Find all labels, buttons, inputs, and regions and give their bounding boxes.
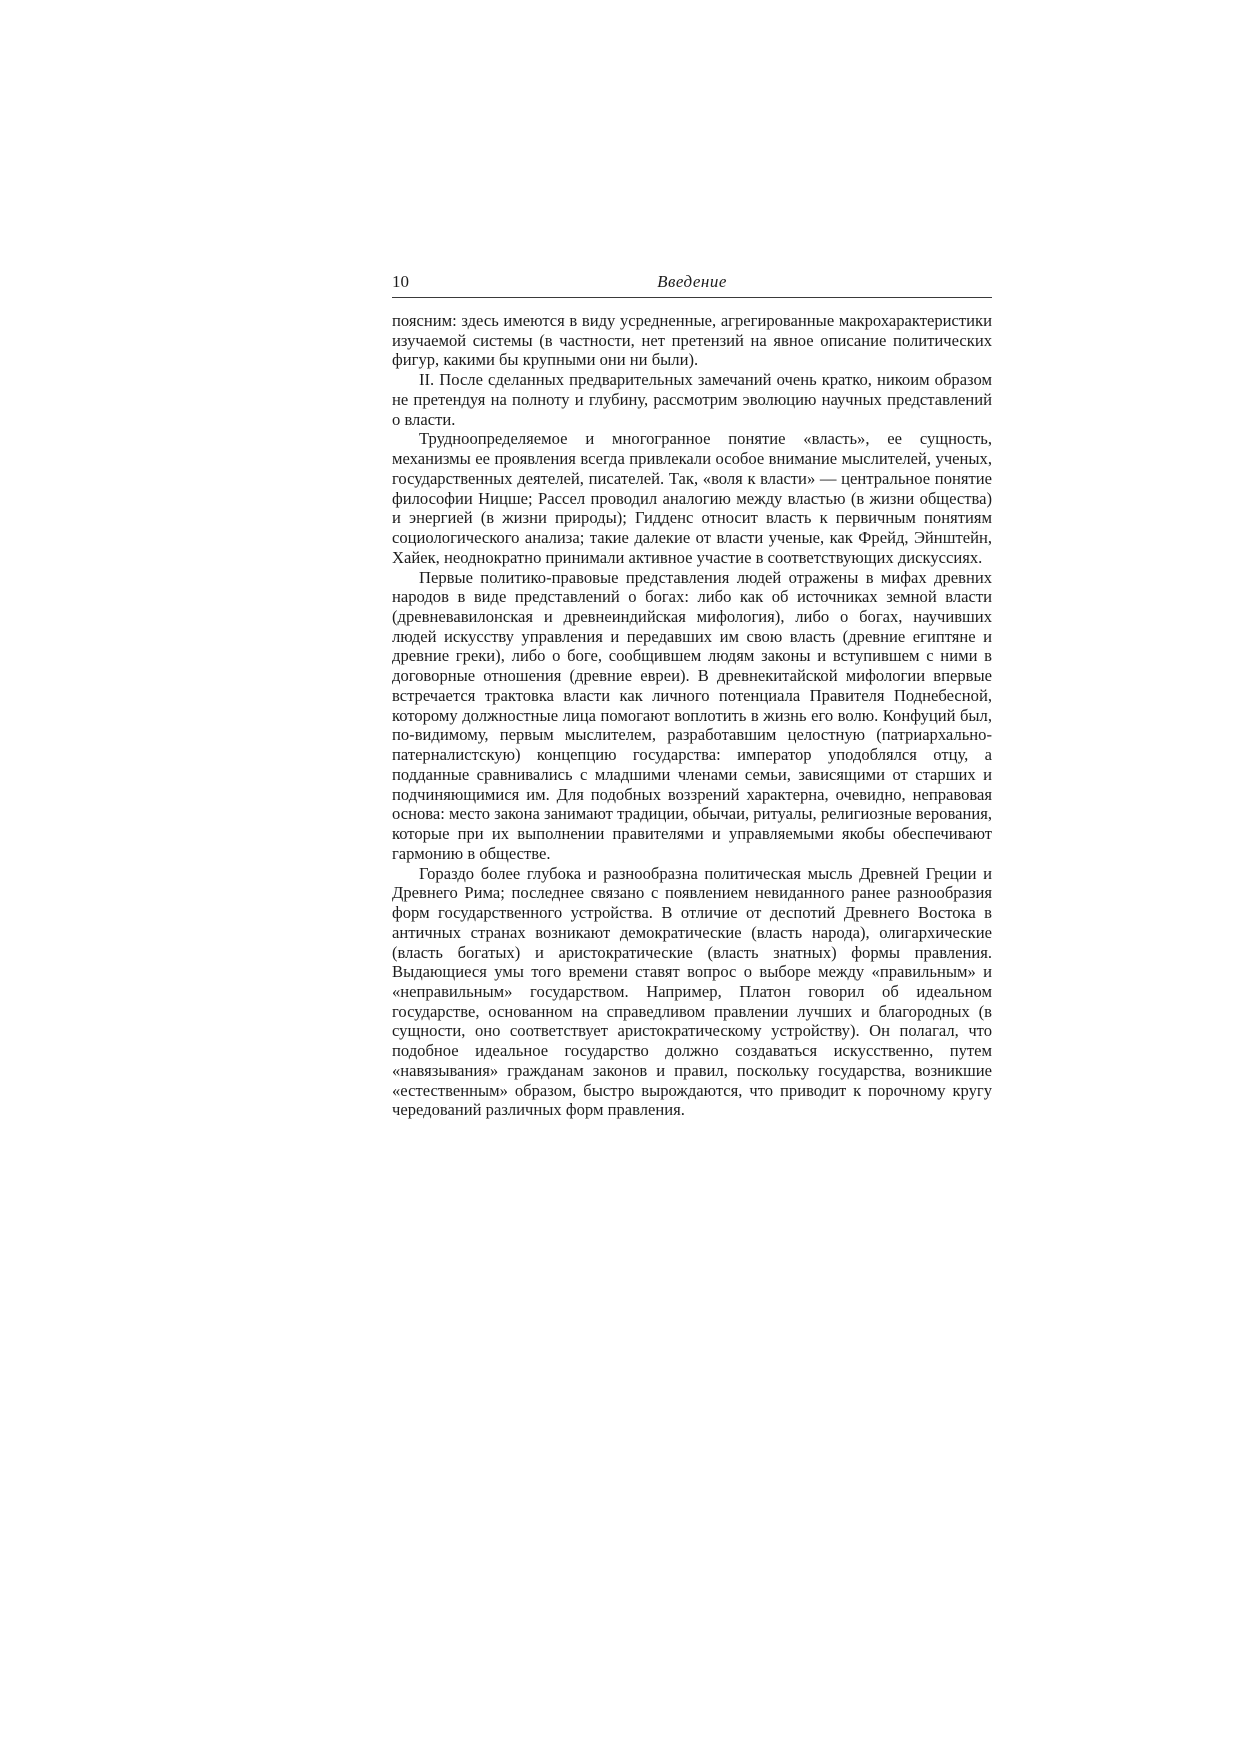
text-block (392, 272, 992, 1120)
paragraph: Первые политико-правовые представления людей отражены в мифах древних народов в виде представлений о богах: либо как об источниках земной власти (древневавилонская и древнеиндийская мифология), либо о богах, научивших людей искусству управления и передавших им свою власть (древние египтяне и древние греки), либо о боге, сообщившем людям законы и вступившем с ними в договорные отношения (древние евреи). В древнекитайской мифологии впервые встречается трактовка власти как личного потенциала Правителя Поднебесной, которому должностные лица помогают воплотить в жизнь его волю. Конфуций был, по-видимому, первым мыслителем, разработавшим целостную (патриархально-патерналистскую) концепцию государства: император уподоблялся отцу, а подданные сравнивались с младшими членами семьи, зависящими от старших и подчиняющимися им. Для подобных воззрений характерна, очевидно, неправовая основа: место закона занимают традиции, обычаи, ритуалы, религиозные верования, которые при их выполнении правителями и управляемыми якобы обеспечивают гармонию в обществе. (392, 567, 992, 863)
body-text (392, 311, 992, 1120)
paragraph: Трудноопределяемое и многогранное понятие «власть», ее сущность, механизмы ее проявления всегда привлекали особое внимание мыслителей, ученых, государственных деятелей, писателей. Так, «воля к власти» — центральное понятие философии Ницше; Рассел проводил аналогию между властью (в жизни общества) и энергией (в жизни природы); Гидденс относит власть к первичным понятиям социологического анализа; такие далекие от власти ученые, как Фрейд, Эйнштейн, Хайек, неоднократно принимали активное участие в соответствующих дискуссиях. (392, 429, 992, 567)
running-head-title: Введение (657, 272, 727, 291)
paragraph: поясним: здесь имеются в виду усредненные, агрегированные макрохарактеристики изучаемой системы (в частности, нет претензий на явное описание политических фигур, какими бы крупными они ни были). (392, 311, 992, 370)
paragraph: II. После сделанных предварительных замечаний очень кратко, никоим образом не претендуя на полноту и глубину, рассмотрим эволюцию научных представлений о власти. (392, 370, 992, 429)
paragraph: Гораздо более глубока и разнообразна политическая мысль Древней Греции и Древнего Рима; последнее связано с появлением невиданного ранее разнообразия форм государственного устройства. В отличие от деспотий Древнего Востока в античных странах возникают демократические (власть народа), олигархические (власть богатых) и аристократические (власть знатных) формы правления. Выдающиеся умы того времени ставят вопрос о выборе между «правильным» и «неправильным» государством. Например, Платон говорил об идеальном государстве, основанном на справедливом правлении лучших и благородных (в сущности, оно соответствует аристократическому устройству). Он полагал, что подобное идеальное государство должно создаваться искусственно, путем «навязывания» гражданам законов и правил, поскольку государства, возникшие «естественным» образом, быстро вырождаются, что приводит к порочному кругу чередований различных форм правления. (392, 863, 992, 1120)
running-header (392, 272, 992, 298)
page-number: 10 (392, 272, 409, 291)
